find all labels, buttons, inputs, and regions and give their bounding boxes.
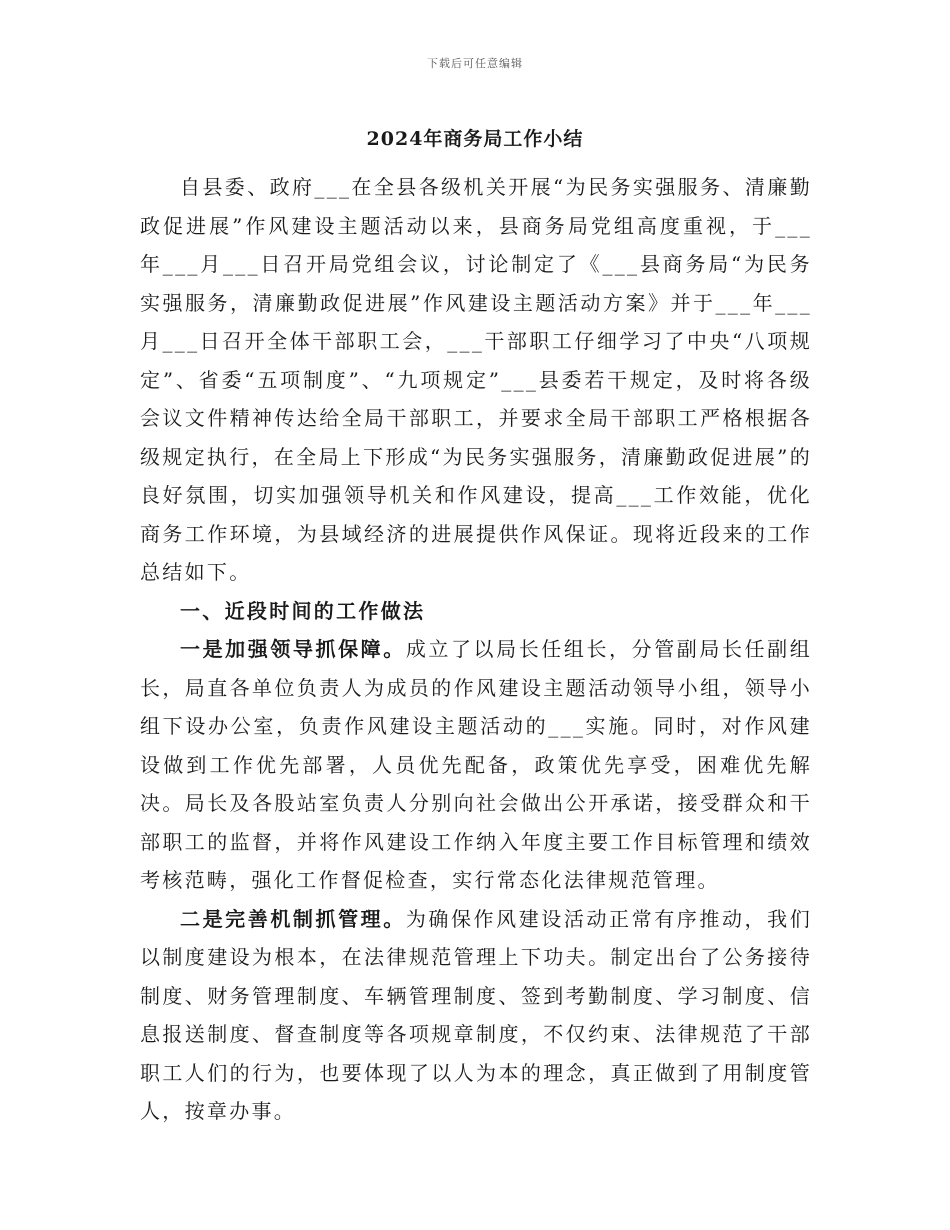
point-2-text: 为确保作风建设活动正常有序推动，我们以制度建设为根本，在法律规范管理上下功夫。制定出台了公务接待制度、财务管理制度、车辆管理制度、签到考勤制度、学习制度、信息报送制度、督查制度等各项规章制度，不仅约束、法律规范了干部职工人们的行为，也要体现了以人为本的理念，真正做到了用制度管人，按章办事。 [140, 906, 812, 1123]
section-heading: 一、近段时间的工作做法 [180, 598, 426, 623]
point-paragraph-2 [140, 900, 812, 1131]
point-1-lead: 一是加强领导抓保障。 [180, 637, 406, 661]
intro-paragraph: 自县委、政府___在全县各级机关开展“为民务实强服务、清廉勤政促进展”作风建设主题活动以来，县商务局党组高度重视，于___年___月___日召开局党组会议，讨论制定了《___县商务局“为民务实强服务，清廉勤政促进展”作风建设主题活动方案》并于___年___月___日召开全体干部职工会，___干部职工仔细学习了中央“八项规定”、省委“五项制度”、“九项规定”___县委若干规定，及时将各级会议文件精神传达给全局干部职工，并要求全局干部职工严格根据各级规定执行，在全局上下形成“为民务实强服务，清廉勤政促进展”的良好氛围，切实加强领导机关和作风建设，提高___工作效能，优化商务工作环境，为县域经济的进展提供作风保证。现将近段来的工作总结如下。 [140, 175, 812, 584]
document-body [140, 168, 812, 1131]
point-paragraph-1 [140, 630, 812, 900]
point-1-text: 成立了以局长任组长，分管副局长任副组长，局直各单位负责人为成员的作风建设主题活动领导小组，领导小组下设办公室，负责作风建设主题活动的___实施。同时，对作风建设做到工作优先部署，人员优先配备，政策优先享受，困难优先解决。局长及各股站室负责人分别向社会做出公开承诺，接受群众和干部职工的监督，并将作风建设工作纳入年度主要工作目标管理和绩效考核范畴，强化工作督促检查，实行常态化法律规范管理。 [140, 637, 812, 892]
document-title: 2024年商务局工作小结 [366, 128, 584, 150]
header-note: 下载后可任意编辑 [427, 57, 523, 70]
point-2-lead: 二是完善机制抓管理。 [180, 906, 406, 931]
